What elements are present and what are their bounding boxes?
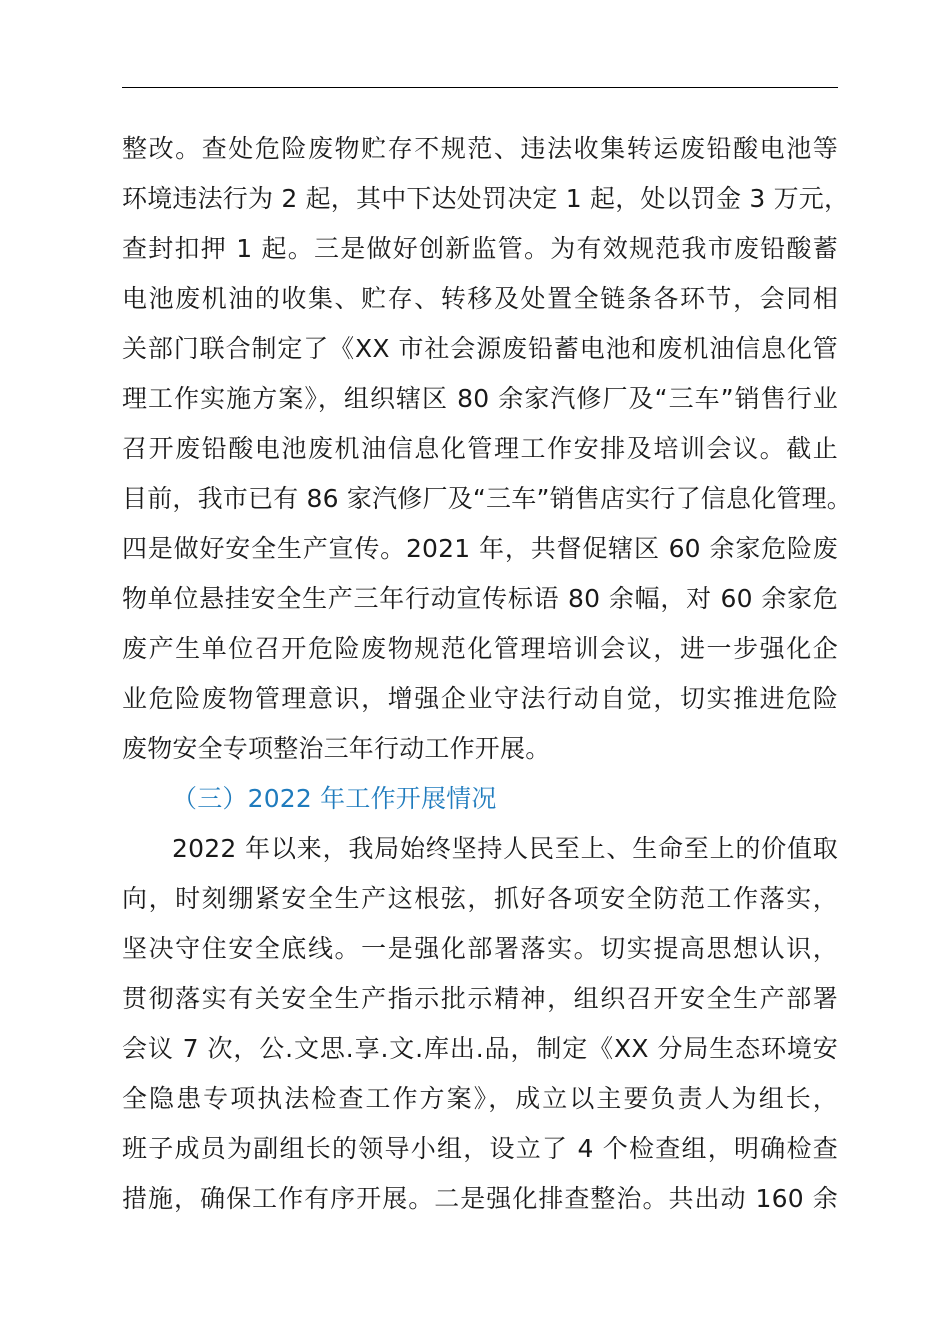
header-rule [122, 87, 838, 88]
paragraph-line: 废物安全专项整治三年行动工作开展。 [122, 734, 551, 763]
paragraph-line: 整改。查处危险废物贮存不规范、违法收集转运废铅酸电池等 [122, 134, 838, 163]
paragraph-line: 物单位悬挂安全生产三年行动宣传标语 80 余幅，对 60 余家危 [122, 584, 838, 613]
paragraph-line: 坚决守住安全底线。一是强化部署落实。切实提高思想认识， [122, 934, 838, 963]
paragraph-line: 废产生单位召开危险废物规范化管理培训会议，进一步强化企 [122, 634, 838, 663]
paragraph-line: 措施，确保工作有序开展。二是强化排查整治。共出动 160 余 [122, 1184, 838, 1213]
paragraph-line: 环境违法行为 2 起，其中下达处罚决定 1 起，处以罚金 3 万元， [122, 184, 850, 213]
paragraph-line: 电池废机油的收集、贮存、转移及处置全链条各环节，会同相 [122, 284, 838, 313]
paragraph-line: 会议 7 次，公.文思.享.文.库出.品，制定《XX 分局生态环境安 [122, 1034, 838, 1063]
paragraph-line: 贯彻落实有关安全生产指示批示精神，组织召开安全生产部署 [122, 984, 838, 1013]
paragraph-line: 理工作实施方案》，组织辖区 80 余家汽修厂及“三车”销售行业 [122, 384, 838, 413]
paragraph-line: 全隐患专项执法检查工作方案》，成立以主要负责人为组长， [122, 1084, 838, 1113]
paragraph-line: 查封扣押 1 起。三是做好创新监管。为有效规范我市废铅酸蓄 [122, 234, 838, 263]
paragraph-line: 四是做好安全生产宣传。2021 年，共督促辖区 60 余家危险废 [122, 534, 838, 563]
paragraph-line: 召开废铅酸电池废机油信息化管理工作安排及培训会议。截止 [122, 434, 838, 463]
paragraph-line: 向，时刻绷紧安全生产这根弦，抓好各项安全防范工作落实， [122, 884, 838, 913]
paragraph-line: 班子成员为副组长的领导小组，设立了 4 个检查组，明确检查 [122, 1134, 838, 1163]
paragraph-line: 业危险废物管理意识，增强企业守法行动自觉，切实推进危险 [122, 684, 838, 713]
paragraph-line: 目前，我市已有 86 家汽修厂及“三车”销售店实行了信息化管理。 [122, 484, 853, 513]
section-heading: （三）2022 年工作开展情况 [172, 784, 497, 813]
paragraph-line: 2022 年以来，我局始终坚持人民至上、生命至上的价值取 [172, 834, 838, 863]
paragraph-line: 关部门联合制定了《XX 市社会源废铅蓄电池和废机油信息化管 [122, 334, 838, 363]
